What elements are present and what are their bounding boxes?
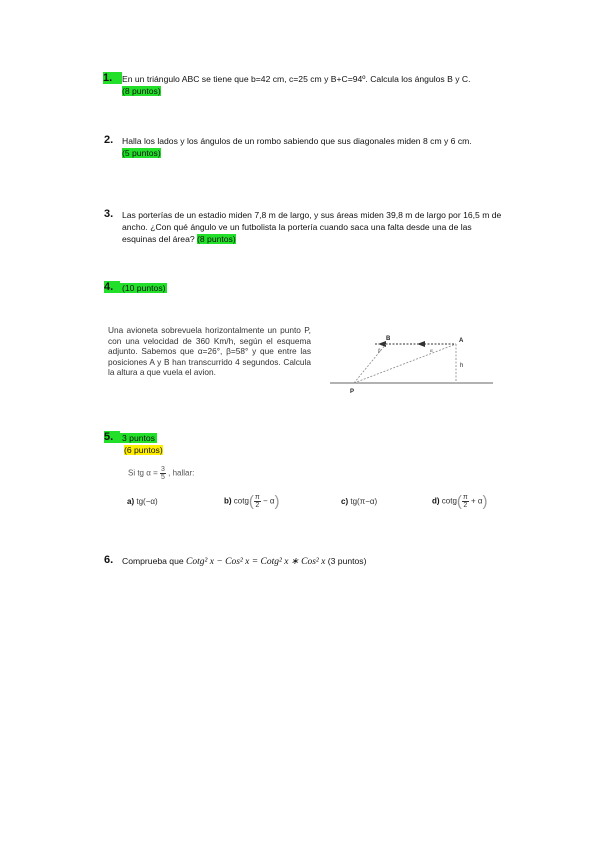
q5-given-fraction [160,466,166,481]
q5-option-b-den: 2 [255,502,260,509]
q5-option-b-paren-close: ) [274,493,280,510]
q5-option-c-label: c) [341,497,349,506]
line-pb [354,344,386,383]
q5-option-d-label: d) [432,496,440,506]
q3-number: 3. [104,208,114,220]
q5-option-b-paren-open: ( [248,493,254,510]
q5-option-c [341,497,377,506]
arrow-head-a [417,341,425,347]
q2-number: 2. [104,134,114,146]
q5-given [128,466,194,481]
q4-points: (10 puntos) [122,283,166,293]
q5-option-d-fraction [462,494,469,509]
q5-given-prefix: Si tg α = [128,468,160,478]
q3-points: (8 puntos) [197,234,236,244]
q3-text: Las porterías de un estadio miden 7,8 m de largo, y sus áreas miden 39,8 m de largo por 16,5 m de ancho. ¿Con qué ángulo ve un futbolista la portería cuando saca una falta desde una de las esquinas del área? [122,210,502,244]
q2-text: Halla los lados y los ángulos de un rombo sabiendo que sus diagonales miden 8 cm y 6 cm. [122,136,472,146]
q5-option-b-num: π [254,494,260,501]
q1-text-block [122,73,522,97]
label-a: A [459,338,464,344]
q5-option-a [127,497,158,506]
q2-text-block [122,135,522,159]
q5-option-a-expr: tg(−α) [136,497,158,506]
line-pa [354,344,456,383]
q3-text-block [122,209,507,245]
q5-points-yellow: (6 puntos) [124,445,163,455]
q2-points: (5 puntos) [122,148,161,158]
q5-option-d [432,493,488,510]
q6-points: (3 puntos) [327,556,367,566]
q4-number: 4. [104,281,120,293]
q1-points: (8 puntos) [122,86,161,96]
label-p: P [350,389,355,395]
q5-option-d-prefix: cotg [441,496,457,506]
q5-option-b-fraction [254,494,261,509]
q5-option-a-label: a) [127,497,135,506]
q5-option-b-suffix: − α [263,496,275,506]
q6-lhs: Cotg² x − Cos² x = [186,557,259,567]
label-beta: β [378,349,381,354]
q4-figure [320,330,500,400]
q5-option-d-paren-open: ( [456,493,462,510]
q5-given-den: 5 [160,474,165,481]
q5-option-b-prefix: cotg [233,496,249,506]
q6-number: 6. [104,554,114,566]
q1-number: 1. [103,72,122,84]
q5-header [120,432,163,456]
q5-points-green: 3 puntos [122,433,155,443]
q5-option-d-den: 2 [463,502,468,509]
q5-given-num: 3 [160,466,165,473]
q5-given-suffix: , hallar: [168,468,195,478]
q4-text: Una avioneta sobrevuela horizontalmente un punto P, con una velocidad de 360 Km/h, según el esquema adjunto. Sabemos que α=26°, β=58° y que entre las posiciones A y B han transcurrido 4 segundos. Calcula la altura a que vuela el avion. [108,325,311,378]
q1-text: En un triángulo ABC se tiene que b=42 cm, c=25 cm y B+C=94º. Calcula los ángulos B y C. [122,74,471,84]
arrow-head-b [378,341,386,347]
q5-option-d-num: π [462,494,468,501]
q5-number: 5. [104,431,120,443]
q5-option-b [224,493,280,510]
q6-prefix: Comprueba que [122,556,184,566]
label-b: B [386,336,391,342]
label-alpha: α [430,349,433,354]
q5-option-d-paren-close: ) [482,493,488,510]
q5-option-c-expr: tg(π−α) [350,497,378,506]
q5-option-d-suffix: + α [471,496,483,506]
q6-text-block [122,555,522,568]
q5-option-b-label: b) [224,496,232,506]
q6-rhs: Cotg² x ∗ Cos² x [260,557,326,567]
q4-header [120,282,167,294]
label-h: h [460,363,464,369]
